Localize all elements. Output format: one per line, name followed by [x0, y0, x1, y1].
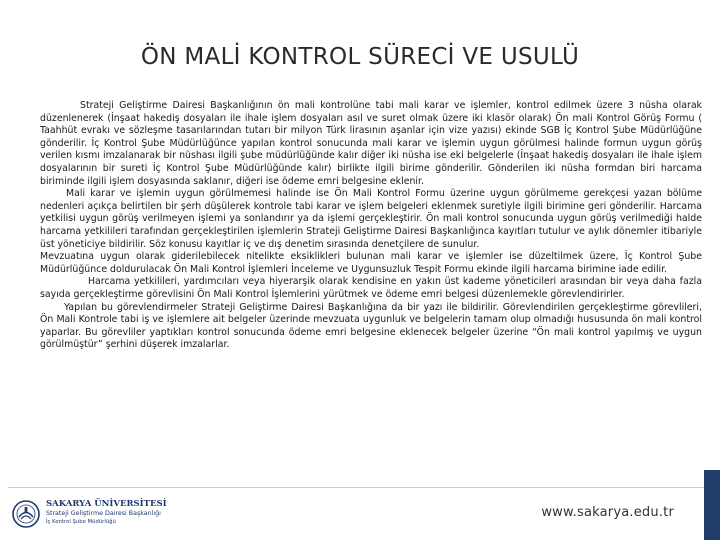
paragraph-assignment: Harcama yetkilileri, yardımcıları veya hiyerarşik olarak kendisine en yakın üst kademe yöneticileri arasından bir veya daha fazla sayıda gerçekleştirme görevlisini Ön Mali Kontrol İşlemlerini yürütmek ve ödeme emri belgesi düzenlemekle görevlendirirler. [40, 276, 702, 300]
paragraph-approval-process: Strateji Geliştirme Dairesi Başkanlığının ön mali kontrolüne tabi mali karar ve işlemler, kontrol edilmek üzere 3 nüsha olarak düzenlenerek (İnşaat hakediş dosyaları ile ihale işlem dosyaları asıl ve suret olmak üzere iki klasör olarak) Ön mali Kontrol Görüş Formu ( Taahhüt evrakı ve sözleşme tasarılarından tutarı bir milyon Türk lirasının aşanlar için vize yazısı) ekinde SGB İç Kontrol Şube Müdürlüğüne gönderilir. İç Kontrol Şube Müdürlüğünce yapılan kontrol sonucunda mali karar ve işlemin uygun görülmesi halinde formun uygun görüş verilen kısmı imzalanarak bir nüshası ilgili şube müdürlüğünde kalır diğer iki nüsha ise eki belgelerle (İnşaat hakediş dosyaları ile ihale işlem dosyalarının bir sureti İç Kontrol Şube Müdürlüğünde kalır) birlikte ilgili birime gönderilir. Gönderilen iki nüsha formdan biri harcama biriminde ilgili işlem dosyasında saklanır, diğeri ise ödeme emri belgesine eklenir. [40, 100, 702, 187]
logo-unit-name: İç Kontrol Şube Müdürlüğü [46, 519, 116, 525]
university-logo [12, 497, 172, 533]
logo-university-name: SAKARYA ÜNİVERSİTESİ [46, 499, 167, 509]
slide-title: ÖN MALİ KONTROL SÜRECİ VE USULÜ [140, 44, 580, 70]
paragraph-corrections: Mevzuatına uygun olarak giderilebilecek nitelikte eksiklikleri bulunan mali karar ve işlemler ise düzeltilmek üzere, İç Kontrol Şube Müdürlüğünce doldurulacak Ön Mali Kontrol İşlemleri İnceleme ve Uygunsuzluk Tespit Formu ekinde ilgili harcama birimine iade edilir. [40, 251, 702, 275]
footer-divider [8, 487, 704, 488]
logo-department-name: Strateji Geliştirme Dairesi Başkanlığı [46, 510, 161, 517]
university-emblem-icon [12, 500, 40, 528]
slide-body [40, 100, 702, 498]
footer-accent-bar [704, 470, 720, 540]
paragraph-notification: Yapılan bu görevlendirmeler Strateji Geliştirme Dairesi Başkanlığına da bir yazı ile bildirilir. Görevlendirilen gerçekleştirme görevlileri, Ön Mali Kontrole tabi iş ve işlemlere ait belgeler üzerinde mevzuata uygunluk ve belgelerin tamam olup olmadığı hususunda ön mali kontrol yaparlar. Bu görevliler yaptıkları kontrol sonucunda ödeme emri belgesine eklenecek belgeler üzerine “Ön mali kontrol yapılmış ve uygun görülmüştür” şerhini düşerek imzalarlar. [40, 301, 702, 351]
website-link[interactable]: www.sakarya.edu.tr [541, 505, 674, 520]
paragraph-rejection: Mali karar ve işlemin uygun görülmemesi halinde ise Ön Mali Kontrol Formu üzerine uygun görülmeme gerekçesi yazan bölüme nedenleri açıkça belirtilen bir şerh düşülerek kontrole tabi karar ve işlem belgeleri eklenmek suretiyle ilgili birimine geri gönderilir. Harcama yetkilisi uygun görüş verilmeyen işlemi ya sonlandırır ya da işlemi gerçekleştirir. Ön mali kontrol sonucunda uygun görüş verilmediği halde harcama yetkilileri tarafından gerçekleştirilen işlemlerin Strateji Geliştirme Dairesi Başkanlığınca kayıtları tutulur ve aylık dönemler itibariyle üst yöneticiye bildirilir. Söz konusu kayıtlar iç ve dış denetim sırasında denetçilere de sunulur. [40, 188, 702, 250]
